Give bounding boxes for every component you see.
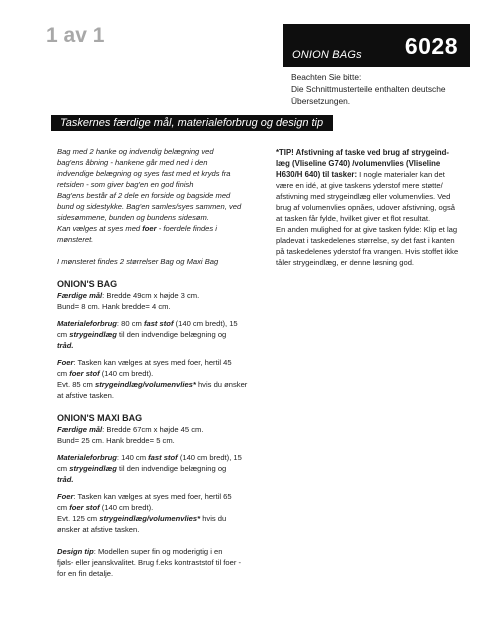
text: foer <box>142 224 157 233</box>
text: strygeindlæg <box>69 464 117 473</box>
tip-line: brug af volumenvlies opnåes, udover afstivning, også <box>276 203 455 212</box>
text: Færdige mål <box>57 291 103 300</box>
text: (140 cm bredt). <box>99 369 154 378</box>
text: Kan vælges at syes med <box>57 224 143 233</box>
tip-heading-3 <box>276 169 469 180</box>
german-note-line: Übersetzungen. <box>291 96 351 106</box>
tip-line: En anden mulighed for at give tasken fylde: Klip et lag <box>276 225 458 234</box>
text: I nogle materialer kan det <box>357 170 445 179</box>
intro-line: Bag med 2 hanke og indvendig belægning ved <box>57 147 214 156</box>
tip-line: være en idé, at give taskens yderstof mere støtte/ <box>276 181 443 190</box>
text: : 80 cm <box>116 319 144 328</box>
german-note <box>291 71 469 107</box>
intro-line: retsiden - som giver bag'en en god finish <box>57 180 194 189</box>
onion-bag-measures <box>57 290 267 301</box>
intro-text <box>57 146 267 245</box>
text: cm <box>57 330 70 339</box>
text: til den indvendige belægning og <box>116 464 227 473</box>
text: Evt. 85 cm <box>57 380 95 389</box>
tip-line: afstivning med strygeindlæg eller volumenvlies. Ved <box>276 192 451 201</box>
tip-line: tåler strygeindlæg, er denne løsning god. <box>276 258 415 267</box>
text: : Modellen super fin og moderigtig i en <box>93 547 223 556</box>
onion-maxi-heading: ONION'S MAXI BAG <box>57 413 143 423</box>
text: strygeindlæg/volumenvlies* <box>99 514 201 523</box>
text: fast stof <box>143 319 174 328</box>
text: til den indvendige belægning og <box>116 330 227 339</box>
text: Foer <box>57 358 74 367</box>
onion-maxi-measures <box>57 424 267 435</box>
tip-line: på taskedelenes yderstof fra vrangen. Hvis stoffet ikke <box>276 247 459 256</box>
text: cm <box>57 503 70 512</box>
onion-bag-foer <box>57 357 267 368</box>
text: cm <box>57 464 70 473</box>
text: : Tasken kan vælges at syes med foer, hertil 65 <box>73 492 232 501</box>
intro-line: mønsteret. <box>57 235 94 244</box>
text: H630/H 640) til tasker: <box>276 170 358 179</box>
text: Evt. 125 cm <box>57 514 100 523</box>
text: : Bredde 49cm x højde 3 cm. <box>102 291 200 300</box>
page-indicator: 1 av 1 <box>46 24 105 47</box>
onion-maxi-measures-2: Bund= 25 cm. Hank bredde= 5 cm. <box>57 436 175 445</box>
onion-bag-foer-2 <box>57 368 267 379</box>
onion-bag-material-3: tråd. <box>57 341 74 350</box>
pattern-code: 6028 <box>404 33 458 59</box>
intro-line: bag'ens åbning - hankene går med ned i den <box>57 158 208 167</box>
text: Foer <box>57 492 74 501</box>
text: (140 cm bredt), 15 <box>177 453 242 462</box>
german-note-line: Beachten Sie bitte: <box>291 72 362 82</box>
onion-bag-material-2 <box>57 329 267 340</box>
intro-line: Bag'ens består af 2 dele en forside og bagside med <box>57 191 231 200</box>
onion-bag-foer-4: at afstive tasken. <box>57 391 114 400</box>
tip-line: at tasken får fylde, hvilket giver et flot resultat. <box>276 214 431 223</box>
onion-maxi-foer-2 <box>57 502 267 513</box>
intro-foer-line <box>57 223 267 234</box>
text: strygeindlæg <box>69 330 117 339</box>
text: strygeindlæg/volumenvlies* <box>94 380 196 389</box>
text: - foerdele findes i <box>156 224 217 233</box>
tip-heading: læg (Vliseline G740) /volumenvlies (Vliseline <box>276 159 441 168</box>
text: : 140 cm <box>116 453 149 462</box>
text: hvis du <box>200 514 227 523</box>
left-column <box>57 146 267 579</box>
text: foer stof <box>69 369 100 378</box>
text: : Bredde 67cm x højde 45 cm. <box>102 425 204 434</box>
tip-heading: *TIP! Afstivning af taske ved brug af strygeind- <box>276 148 450 157</box>
text: cm <box>57 369 70 378</box>
text: Materialeforbrug <box>57 453 117 462</box>
text: Design tip <box>57 547 94 556</box>
german-note-line: Die Schnittmusterteile enthalten deutsche <box>291 84 446 94</box>
brand-name: ONION BAGs <box>292 49 362 61</box>
intro-line: sidesømmene, bunden og bundens sidesøm. <box>57 213 209 222</box>
right-column <box>276 147 469 268</box>
onion-maxi-foer-4: ønsker at afstive tasken. <box>57 525 140 534</box>
text: Færdige mål <box>57 425 103 434</box>
design-tip <box>57 546 267 557</box>
design-tip-3: for en fin detalje. <box>57 569 114 578</box>
text: hvis du ønsker <box>195 380 248 389</box>
onion-bag-heading: ONION'S BAG <box>57 279 118 289</box>
text: (140 cm bredt). <box>99 503 154 512</box>
text: foer stof <box>69 503 100 512</box>
sizes-note: I mønsteret findes 2 størrelser Bag og Maxi Bag <box>57 257 219 266</box>
section-title: Taskernes færdige mål, materialeforbrug og design tip <box>51 115 333 131</box>
design-tip-2: fjøls- eller jeanskvalitet. Brug f.eks kontraststof til foer - <box>57 558 242 567</box>
text: Materialeforbrug <box>57 319 117 328</box>
onion-bag-material <box>57 318 267 329</box>
tip-line: pladevat i taskedelenes størrelse, sy det fast i kanten <box>276 236 455 245</box>
text: fast stof <box>148 453 178 462</box>
text: (140 cm bredt), 15 <box>173 319 238 328</box>
intro-line: bund og sidestykke. Bag'en samles/syes sammen, ved <box>57 202 242 211</box>
text: : Tasken kan vælges at syes med foer, hertil 45 <box>73 358 232 367</box>
onion-bag-foer-3 <box>57 379 267 390</box>
onion-maxi-material <box>57 452 267 463</box>
pattern-header <box>283 24 470 67</box>
onion-bag-measures-2: Bund= 8 cm. Hank bredde= 4 cm. <box>57 302 171 311</box>
onion-maxi-foer-3 <box>57 513 267 524</box>
onion-maxi-material-2 <box>57 463 267 474</box>
onion-maxi-material-3: tråd. <box>57 475 74 484</box>
intro-line: indvendige belægning og syes fast med et kryds fra <box>57 169 231 178</box>
onion-maxi-foer <box>57 491 267 502</box>
